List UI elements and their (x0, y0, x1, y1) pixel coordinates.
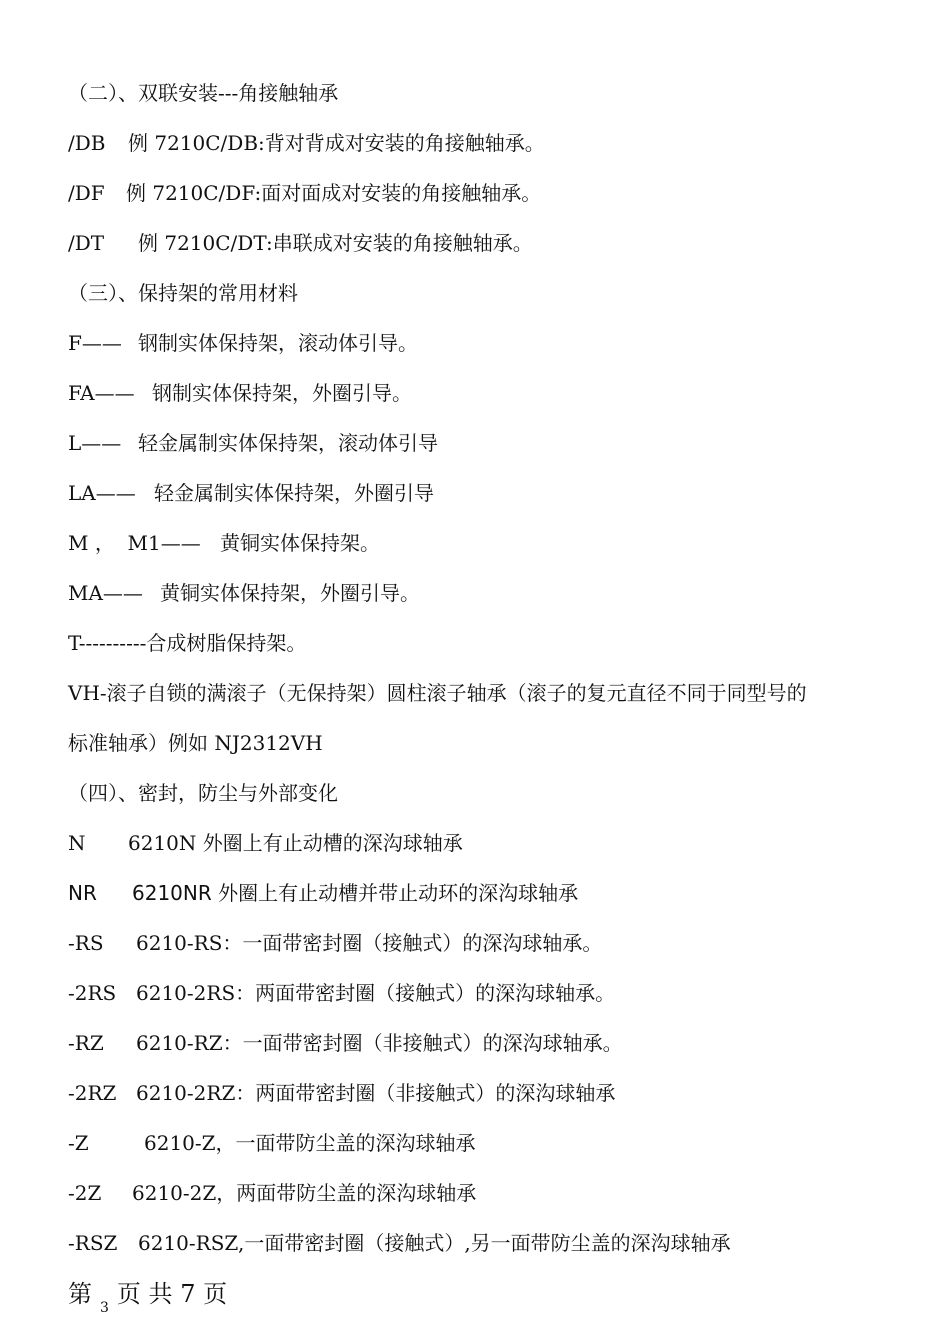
line-ma: MA—— 黄铜实体保持架，外圈引导。 (68, 578, 420, 608)
line-db: /DB 例 7210C/DB:背对背成对安装的角接触轴承。 (68, 128, 545, 158)
code-rs: -RS (68, 931, 104, 955)
code-2z: -2Z (68, 1181, 102, 1205)
line-t: T----------合成树脂保持架。 (68, 631, 307, 655)
line-dt: /DT 例 7210C/DT:串联成对安装的角接触轴承。 (68, 228, 533, 258)
line-z: -Z 6210-Z，一面带防尘盖的深沟球轴承 (68, 1128, 476, 1158)
footer-prefix: 第 (68, 1280, 92, 1308)
line-rs: -RS 6210-RS：一面带密封圈（接触式）的深沟球轴承。 (68, 928, 602, 958)
code-dt: /DT (68, 231, 105, 255)
line-vh-continued: 标准轴承）例如 NJ2312VH (68, 731, 323, 755)
code-m-m1: M ， M1—— (68, 531, 201, 555)
line-l: L—— 轻金属制实体保持架，滚动体引导 (68, 428, 438, 458)
line-2z: -2Z 6210-2Z，两面带防尘盖的深沟球轴承 (68, 1178, 476, 1208)
code-2rs: -2RS (68, 981, 117, 1005)
code-fa: FA—— (68, 381, 135, 405)
footer-middle: 页 共 (116, 1280, 173, 1308)
code-la: LA—— (68, 481, 136, 505)
code-nr: NR (68, 881, 97, 905)
code-rsz: -RSZ (68, 1231, 118, 1255)
line-rsz: -RSZ 6210-RSZ,一面带密封圈（接触式）,另一面带防尘盖的深沟球轴承 (68, 1228, 731, 1258)
code-ma: MA—— (68, 581, 143, 605)
code-rz: -RZ (68, 1031, 104, 1055)
code-db: /DB (68, 131, 106, 155)
line-2rz: -2RZ 6210-2RZ：两面带密封圈（非接触式）的深沟球轴承 (68, 1078, 615, 1108)
code-df: /DF (68, 181, 105, 205)
code-f: F—— (68, 331, 122, 355)
line-nr: NR 6210NR 外圈上有止动槽并带止动环的深沟球轴承 (68, 878, 578, 908)
line-2rs: -2RS 6210-2RS：两面带密封圈（接触式）的深沟球轴承。 (68, 978, 615, 1008)
section-heading-cage-materials: （三）、保持架的常用材料 (68, 281, 298, 305)
line-m-m1: M ， M1—— 黄铜实体保持架。 (68, 528, 380, 558)
page-footer (68, 1274, 227, 1314)
line-df: /DF 例 7210C/DF:面对面成对安装的角接触轴承。 (68, 178, 541, 208)
code-2rz: -2RZ (68, 1081, 117, 1105)
code-n: N (68, 831, 86, 855)
footer-suffix: 页 (203, 1280, 228, 1308)
footer-page-number: 3 (100, 1300, 109, 1316)
line-rz: -RZ 6210-RZ：一面带密封圈（非接触式）的深沟球轴承。 (68, 1028, 623, 1058)
line-n: N 6210N 外圈上有止动槽的深沟球轴承 (68, 828, 463, 858)
section-heading-seals: （四）、密封，防尘与外部变化 (68, 781, 338, 805)
code-z: -Z (68, 1131, 89, 1155)
line-vh: VH-滚子自锁的满滚子（无保持架）圆柱滚子轴承（滚子的复元直径不同于同型号的 (68, 681, 807, 705)
line-fa: FA—— 钢制实体保持架，外圈引导。 (68, 378, 412, 408)
section-heading-dual-mount: （二）、双联安装---角接触轴承 (68, 81, 339, 105)
footer-total-pages: 7 (180, 1280, 196, 1308)
line-f: F—— 钢制实体保持架，滚动体引导。 (68, 328, 418, 358)
code-l: L—— (68, 431, 122, 455)
line-la: LA—— 轻金属制实体保持架，外圈引导 (68, 478, 434, 508)
